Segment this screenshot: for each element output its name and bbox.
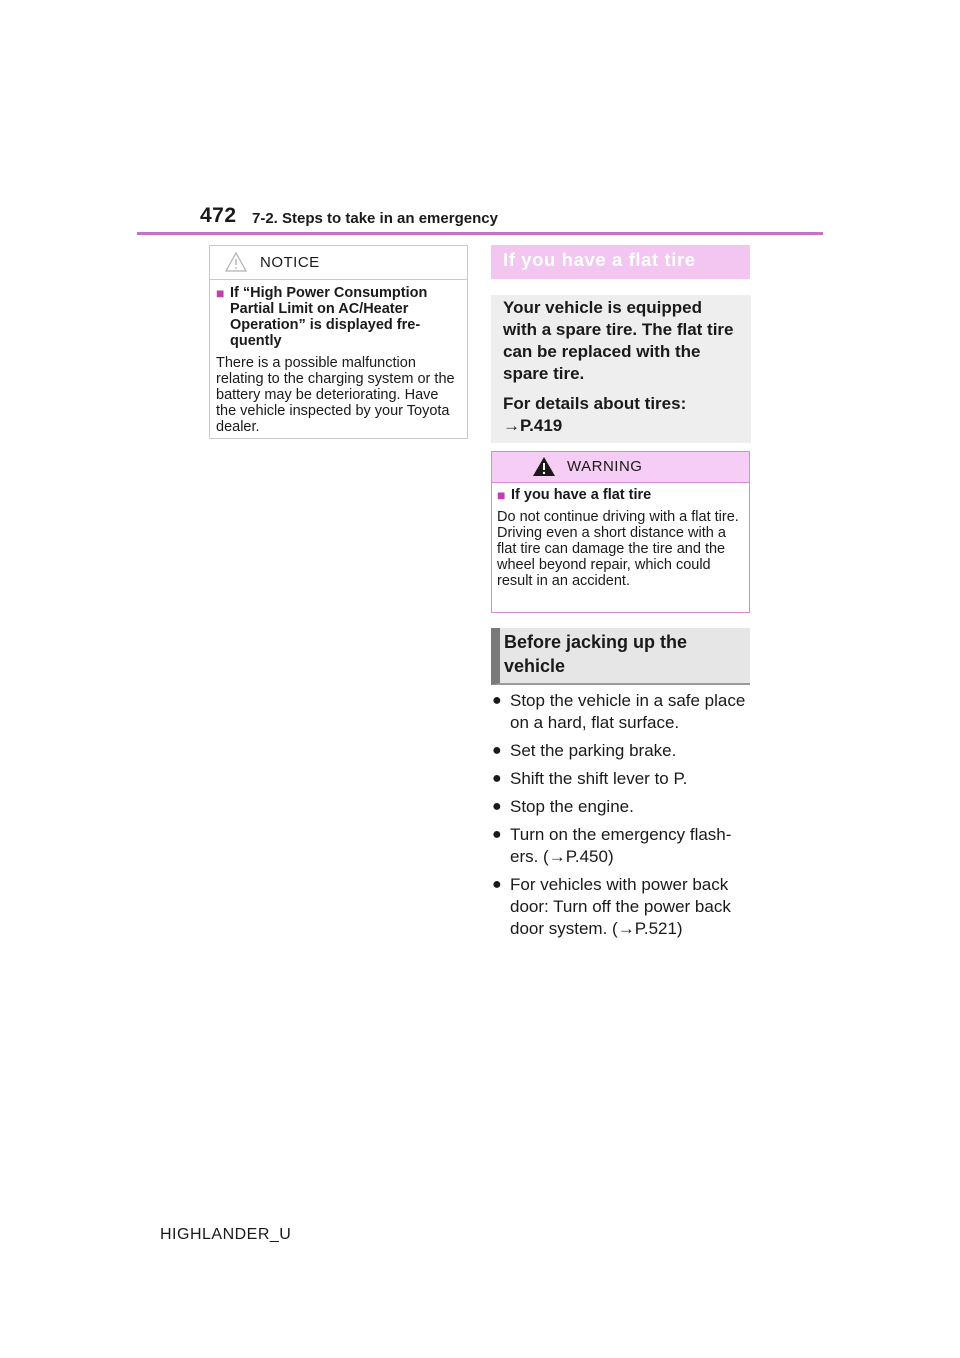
notice-header [210,246,467,280]
notice-heading [216,285,461,349]
flat-tire-banner [491,245,750,279]
flat-tire-banner-text: If you have a flat tire [503,249,696,270]
warning-triangle-icon [532,456,556,482]
list-item: ● Set the parking brake. [492,741,677,760]
bullet-icon: ● [492,742,502,759]
warning-text-line1: Do not continue driving with a flat tire. [497,509,739,525]
notice-label: NOTICE [260,254,320,271]
notice-heading-text: If “High Power Consumption Partial Limit on AC/Heater Operation” is displayed fre-quently [230,285,428,349]
list-item: ● Shift the shift lever to P. [492,769,688,788]
section-title: 7-2. Steps to take in an emergency [252,210,498,227]
list-item: ● Stop the engine. [492,797,634,816]
warning-box [491,451,750,613]
jacking-steps-list [492,690,752,946]
header-divider [137,232,823,235]
warning-label: WARNING [567,458,643,475]
bullet-icon: ● [492,770,502,787]
footer-model: HIGHLANDER_U [160,1226,292,1243]
notice-box [209,245,468,439]
spare-tire-text: Your vehicle is equipped with a spare tire. The flat tire can be replaced with the spare tire. [503,298,734,383]
warning-heading [497,487,744,503]
square-bullet-icon: ■ [216,285,225,301]
warning-header [492,452,749,483]
list-item: ● Stop the vehicle in a safe place on a hard, flat surface. [492,691,746,732]
bullet-icon: ● [492,826,502,843]
tire-details-link[interactable]: →P.419 [503,416,563,435]
bullet-icon: ● [492,876,502,893]
jacking-heading: Before jacking up the vehicle [491,628,750,685]
list-item: ● Turn on the emergency flash-ers. (→P.450) [492,825,732,866]
warning-text-line2: Driving even a short distance with a flat tire can damage the tire and the wheel beyond repair, which could result in an accident. [497,525,726,589]
list-item: ● For vehicles with power back door: Turn off the power back door system. (→P.521) [492,875,731,938]
tire-details-label: For details about tires: [503,394,687,413]
square-bullet-icon: ■ [497,487,506,503]
notice-body-text: There is a possible malfunction relating to the charging system or the battery may be deteriorating. Have the vehicle inspected by your Toyota dealer. [216,355,455,435]
bullet-icon: ● [492,692,502,709]
bullet-icon: ● [492,798,502,815]
warning-heading-text: If you have a flat tire [511,487,652,503]
caution-triangle-icon [225,252,247,277]
spare-tire-info-box [491,295,751,443]
page-number: 472 [200,204,237,227]
